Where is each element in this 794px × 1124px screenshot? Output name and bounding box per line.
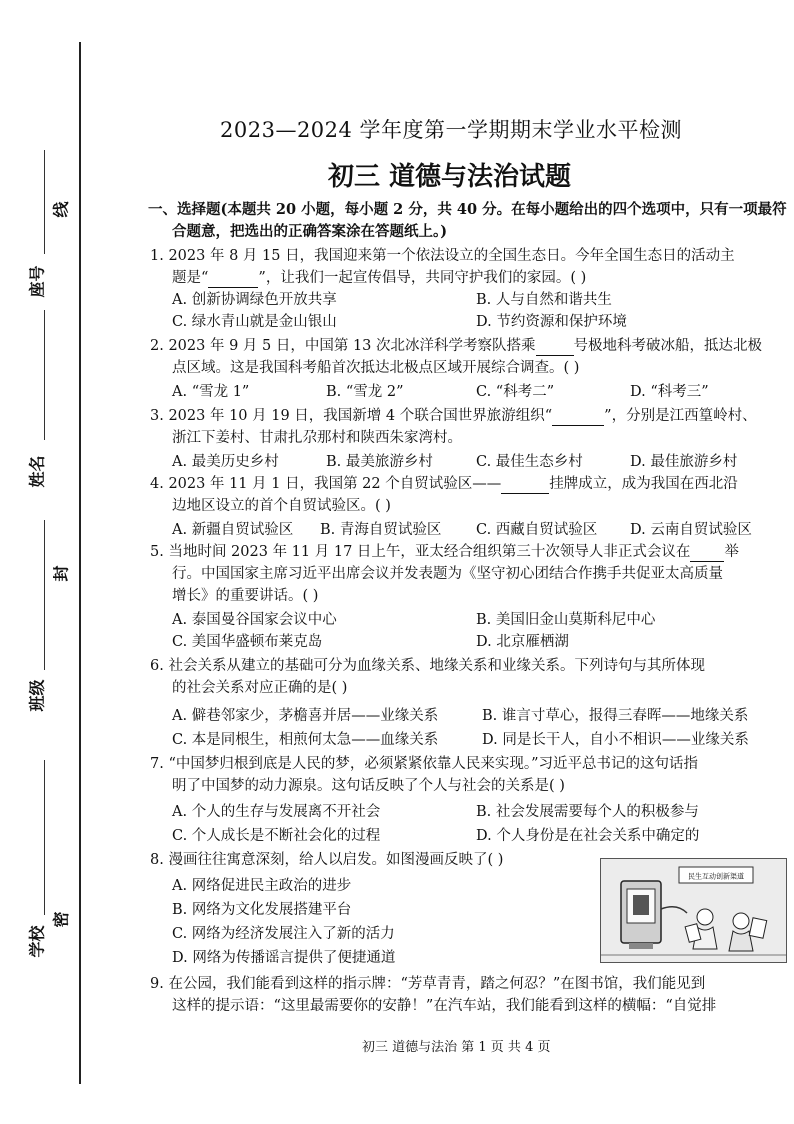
- q2-option-b: B. “雪龙 2”: [326, 384, 404, 400]
- q2-option-a: A. “雪龙 1”: [172, 384, 250, 400]
- q6-option-c: C. 本是同根生，相煎何太急——血缘关系: [172, 732, 439, 748]
- binding-margin: [0, 0, 80, 1124]
- q4-option-c: C. 西藏自贸试验区: [476, 522, 598, 538]
- q8-stem: 8. 漫画往往寓意深刻，给人以启发。如图漫画反映了( ): [150, 852, 504, 868]
- margin-mark-line: 线: [51, 201, 71, 218]
- q5-stem-line1: 5. 当地时间 2023 年 11 月 17 日上午，亚太经合组织第三十次领导人非正式会议在 举: [150, 544, 739, 560]
- cartoon-caption: 民生互动创新渠道: [688, 872, 744, 881]
- q7-option-c: C. 个人成长是不断社会化的过程: [172, 828, 381, 844]
- name-fill-line: [44, 310, 45, 440]
- q7-stem-line1: 7. “中国梦归根到底是人民的梦，必须紧紧依靠人民来实现。”习近平总书记的这句话指: [150, 756, 699, 772]
- q2-stem-line1: 2. 2023 年 9 月 5 日，中国第 13 次北冰洋科学考察队搭乘 号极地科考破冰船，抵达北极: [150, 338, 763, 354]
- q8-option-d: D. 网络为传播谣言提供了便捷通道: [172, 950, 396, 966]
- page-footer: 初三 道德与法治 第 1 页 共 4 页: [362, 1040, 551, 1055]
- cartoon-drawing: [601, 859, 786, 962]
- q5-option-c: C. 美国华盛顿布莱克岛: [172, 634, 323, 650]
- q2-option-d: D. “科考三”: [630, 384, 709, 400]
- class-label: 班级: [27, 679, 47, 712]
- section-heading-line2: 合题意，把选出的正确答案涂在答题纸上。): [172, 223, 448, 240]
- q3-option-d: D. 最佳旅游乡村: [630, 454, 738, 470]
- q1-stem-line2: 题是“ ”，让我们一起宣传倡导，共同守护我们的家园。( ): [172, 270, 587, 286]
- q2-stem-line2: 点区域。这是我国科考船首次抵达北极点区域开展综合调查。( ): [172, 360, 580, 376]
- q5-option-d: D. 北京雁栖湖: [476, 634, 569, 650]
- q2-answer-blank: [536, 341, 574, 356]
- exam-subtitle: 初三 道德与法治试题: [328, 162, 572, 192]
- q6-stem-line2: 的社会关系对应正确的是( ): [172, 680, 348, 696]
- q6-stem-line1: 6. 社会关系从建立的基础可分为血缘关系、地缘关系和业缘关系。下列诗句与其所体现: [150, 658, 705, 674]
- q5-stem-line2: 行。中国国家主席习近平出席会议并发表题为《坚守初心团结合作携手共促亚太高质量: [172, 566, 723, 582]
- q1-stem-line1: 1. 2023 年 8 月 15 日，我国迎来第一个依法设立的全国生态日。今年全国生态日的活动主: [150, 248, 735, 264]
- q5-stem-line3: 增长》的重要讲话。( ): [172, 588, 319, 604]
- q6-option-a: A. 僻巷邻家少，茅檐喜并居——业缘关系: [172, 708, 439, 724]
- q3-option-b: B. 最美旅游乡村: [326, 454, 433, 470]
- q4-stem-line1: 4. 2023 年 11 月 1 日，我国第 22 个自贸试验区—— 挂牌成立，成为我国在西北沿: [150, 476, 738, 492]
- q1-option-a: A. 创新协调绿色开放共享: [172, 292, 337, 308]
- seat-number-label: 座号: [27, 265, 47, 298]
- q5-option-b: B. 美国旧金山莫斯科尼中心: [476, 612, 656, 628]
- margin-mark-secret: 密: [51, 911, 71, 928]
- q9-stem-line1: 9. 在公园，我们能看到这样的指示牌：“芳草青青，踏之何忍？”在图书馆，我们能见到: [150, 976, 706, 992]
- q8-option-a: A. 网络促进民主政治的进步: [172, 878, 352, 894]
- q4-option-b: B. 青海自贸试验区: [320, 522, 442, 538]
- q4-answer-blank: [501, 479, 549, 494]
- school-label: 学校: [27, 925, 47, 958]
- q8-cartoon-image: [600, 858, 787, 963]
- q6-option-b: B. 谁言寸草心，报得三春晖——地缘关系: [482, 708, 749, 724]
- q1-option-c: C. 绿水青山就是金山银山: [172, 314, 337, 330]
- q3-answer-blank: [552, 411, 604, 426]
- q1-answer-blank: [208, 273, 258, 288]
- section-heading-line1: 一、选择题(本题共 20 小题，每小题 2 分，共 40 分。在每小题给出的四个选项中，只有一项最符: [148, 201, 787, 218]
- q2-option-c: C. “科考二”: [476, 384, 555, 400]
- q7-stem-line2: 明了中国梦的动力源泉。这句话反映了个人与社会的关系是( ): [172, 778, 565, 794]
- q8-option-b: B. 网络为文化发展搭建平台: [172, 902, 352, 918]
- q9-stem-line2: 这样的提示语：“这里最需要你的安静！”在汽车站，我们能看到这样的横幅：“自觉排: [172, 998, 717, 1014]
- q4-stem-line2: 边地区设立的首个自贸试验区。( ): [172, 498, 391, 514]
- q8-option-c: C. 网络为经济发展注入了新的活力: [172, 926, 395, 942]
- q7-option-d: D. 个人身份是在社会关系中确定的: [476, 828, 700, 844]
- class-fill-line: [44, 520, 45, 670]
- q1-option-d: D. 节约资源和保护环境: [476, 314, 627, 330]
- q5-answer-blank: [690, 547, 724, 562]
- binding-line: [79, 42, 81, 1084]
- q3-stem-line1: 3. 2023 年 10 月 19 日，我国新增 4 个联合国世界旅游组织“ ”，分别是江西篁岭村、: [150, 408, 757, 424]
- q1-option-b: B. 人与自然和谐共生: [476, 292, 612, 308]
- margin-mark-seal: 封: [51, 565, 71, 582]
- q6-option-d: D. 同是长干人，自小不相识——业缘关系: [482, 732, 749, 748]
- q5-option-a: A. 泰国曼谷国家会议中心: [172, 612, 337, 628]
- q7-option-b: B. 社会发展需要每个人的积极参与: [476, 804, 699, 820]
- q4-option-a: A. 新疆自贸试验区: [172, 522, 294, 538]
- q4-option-d: D. 云南自贸试验区: [630, 522, 752, 538]
- seat-number-fill-line: [44, 150, 45, 254]
- q7-option-a: A. 个人的生存与发展离不开社会: [172, 804, 381, 820]
- q3-option-a: A. 最美历史乡村: [172, 454, 279, 470]
- exam-title: 2023—2024 学年度第一学期期末学业水平检测: [220, 118, 683, 142]
- school-fill-line: [44, 760, 45, 915]
- q3-option-c: C. 最佳生态乡村: [476, 454, 583, 470]
- q3-stem-line2: 浙江下姜村、甘肃扎尕那村和陕西朱家湾村。: [172, 430, 462, 446]
- name-label: 姓名: [27, 455, 47, 488]
